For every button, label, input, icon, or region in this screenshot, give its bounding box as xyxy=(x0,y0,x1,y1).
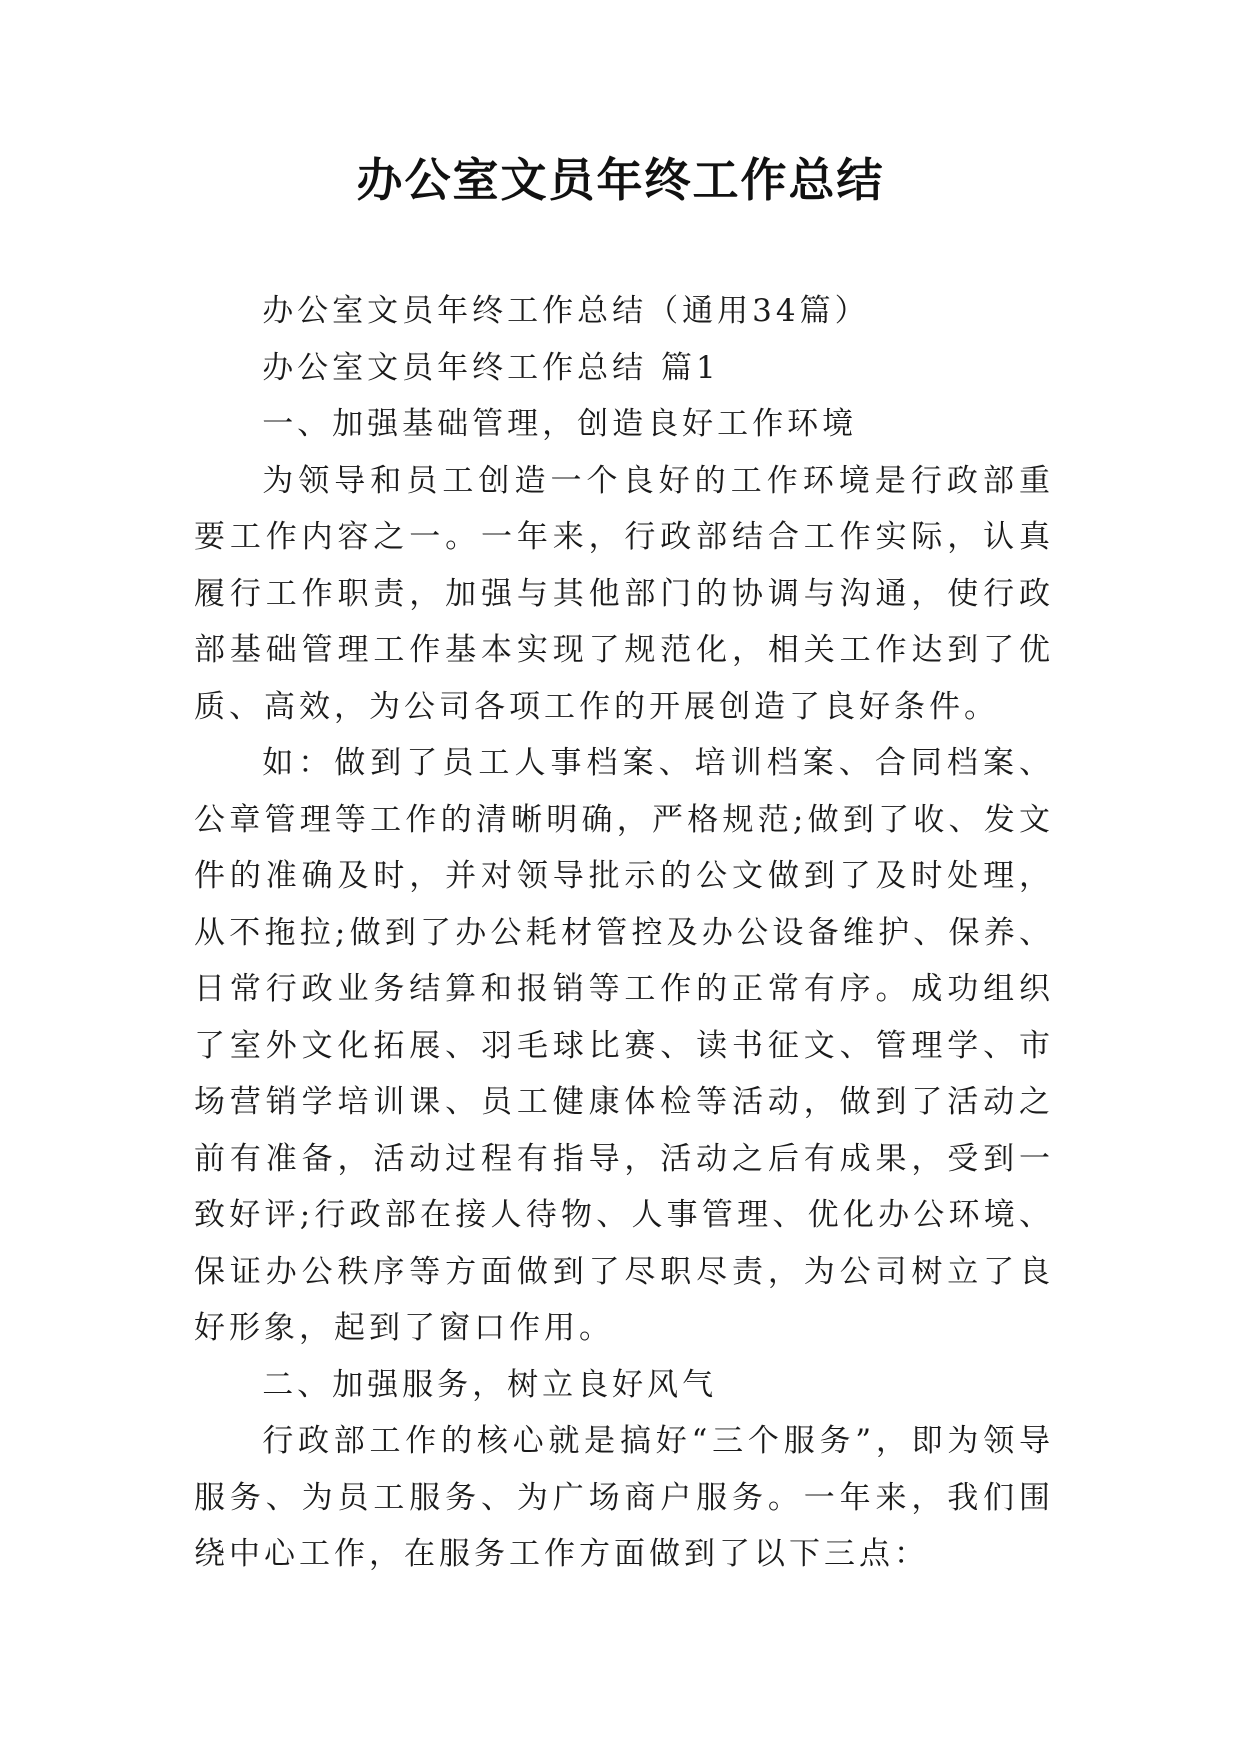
paragraph-heading-1: 一、加强基础管理，创造良好工作环境 xyxy=(262,406,858,442)
paragraph-body-3: 行政部工作的核心就是搞好“三个服务”，即为领导服务、为员工服务、为广场商户服务。一年来，我们围绕中心工作，在服务工作方面做到了以下三点： xyxy=(194,1423,1054,1572)
document-title: 办公室文员年终工作总结 xyxy=(356,153,885,207)
paragraph-body-1: 为领导和员工创造一个良好的工作环境是行政部重要工作内容之一。一年来，行政部结合工作实际，认真履行工作职责，加强与其他部门的协调与沟通，使行政部基础管理工作基本实现了规范化，相关工作达到了优质、高效，为公司各项工作的开展创造了良好条件。 xyxy=(194,462,1054,725)
document-body xyxy=(194,283,1054,1583)
paragraph-body-2: 如：做到了员工人事档案、培训档案、合同档案、公章管理等工作的清晰明确，严格规范;做到了收、发文件的准确及时，并对领导批示的公文做到了及时处理，从不拖拉;做到了办公耗材管控及办公设备维护、保养、日常行政业务结算和报销等工作的正常有序。成功组织了室外文化拓展、羽毛球比赛、读书征文、管理学、市场营销学培训课、员工健康体检等活动，做到了活动之前有准备，活动过程有指导，活动之后有成果，受到一致好评;行政部在接人待物、人事管理、优化办公环境、保证办公秩序等方面做到了尽职尽责，为公司树立了良好形象，起到了窗口作用。 xyxy=(194,745,1054,1346)
paragraph-heading-2: 二、加强服务，树立良好风气 xyxy=(262,1366,718,1403)
paragraph-subtitle: 办公室文员年终工作总结（通用34篇） xyxy=(262,293,870,329)
paragraph-section-label: 办公室文员年终工作总结 篇1 xyxy=(262,349,720,386)
